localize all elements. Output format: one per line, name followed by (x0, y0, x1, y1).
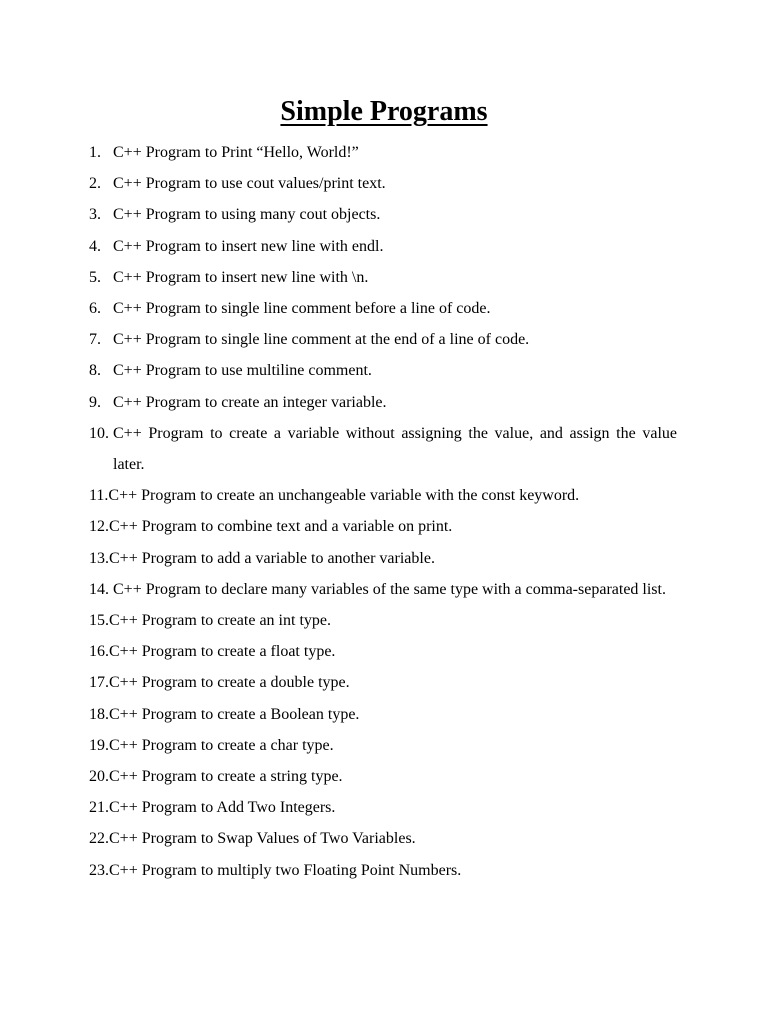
list-item (89, 636, 677, 667)
list-item-text: C++ Program to create a float type. (109, 643, 336, 661)
list-item-number: 21. (89, 799, 109, 817)
list-item-number: 1. (89, 144, 101, 161)
list-item-number: 15. (89, 612, 109, 630)
list-item-number: 4. (89, 237, 101, 255)
list-item-text: C++ Program to create a Boolean type. (109, 705, 360, 723)
list-item-text: C++ Program to create an int type. (109, 612, 331, 630)
list-item-number: 6. (89, 300, 101, 318)
list-item-number: 14. (89, 580, 109, 598)
list-item (89, 262, 677, 293)
list-item-number: 12. (89, 518, 109, 536)
list-item (89, 231, 677, 262)
list-item-text: C++ Program to using many cout objects. (113, 206, 381, 224)
list-item-text: C++ Program to add a variable to another variable. (109, 549, 435, 567)
list-item-text: C++ Program to use cout values/print text. (113, 175, 386, 193)
list-item-text: C++ Program to single line comment before a line of code. (113, 300, 491, 318)
list-item-number: 23. (89, 861, 109, 879)
list-item-text: C++ Program to Swap Values of Two Variables. (109, 830, 416, 848)
list-item-number: 2. (89, 175, 101, 193)
list-item-text: C++ Program to create an unchangeable variable with the const keyword. (108, 487, 580, 505)
list-item-number: 3. (89, 206, 101, 224)
list-item (89, 324, 677, 355)
list-item (89, 543, 677, 574)
list-item-number: 9. (89, 393, 101, 411)
list-item-number: 11. (89, 487, 109, 505)
list-item-text: C++ Program to use multiline comment. (113, 362, 372, 380)
list-item-number: 8. (89, 362, 101, 380)
list-item (89, 761, 677, 792)
list-item-number: 22. (89, 830, 109, 848)
list-item-number: 13. (89, 549, 109, 567)
list-item (89, 792, 677, 823)
list-item (89, 355, 677, 386)
list-item-number: 16. (89, 643, 109, 661)
list-item-number: 19. (89, 736, 109, 754)
list-item-text: C++ Program to declare many variables of the same type with a comma-separated list. (113, 580, 666, 598)
list-item-number: 20. (89, 768, 109, 786)
list-item-text: C++ Program to insert new line with endl. (113, 237, 384, 255)
list-item (89, 855, 677, 886)
list-item-text: C++ Program to create a char type. (109, 736, 334, 754)
list-item-number: 18. (89, 705, 109, 723)
list-item (89, 480, 677, 511)
list-item (89, 699, 677, 730)
list-item (89, 730, 677, 761)
list-item-text: C++ Program to create a double type. (109, 674, 350, 692)
list-item (89, 137, 677, 168)
list-item (89, 199, 677, 230)
list-item (89, 667, 677, 698)
list-item-number: 17. (89, 674, 109, 692)
list-item-text: C++ Program to create a string type. (109, 768, 343, 786)
list-item (89, 823, 677, 854)
list-item-text: C++ Program to combine text and a variable on print. (109, 518, 453, 536)
list-item-text: C++ Program to single line comment at the end of a line of code. (113, 331, 530, 349)
list-item (89, 418, 677, 480)
list-item-text: C++ Program to insert new line with \n. (113, 268, 369, 286)
list-item-text: C++ Program to Add Two Integers. (109, 799, 336, 817)
list-item (89, 168, 677, 199)
list-item (89, 387, 677, 418)
list-item (89, 293, 677, 324)
list-item-text: C++ Program to multiply two Floating Point Numbers. (109, 861, 462, 879)
list-item-text: C++ Program to Print “Hello, World!” (113, 144, 359, 161)
program-list (89, 137, 677, 886)
list-item (89, 605, 677, 636)
list-item-text: C++ Program to create a variable without assigning the value, and assign the value later. (113, 424, 677, 474)
page-title: Simple Programs (280, 96, 488, 127)
list-item-number: 7. (89, 331, 101, 349)
list-item (89, 574, 677, 605)
list-item (89, 511, 677, 542)
list-item-text: C++ Program to create an integer variable. (113, 393, 387, 411)
list-item-number: 5. (89, 268, 101, 286)
list-item-number: 10. (89, 424, 109, 442)
